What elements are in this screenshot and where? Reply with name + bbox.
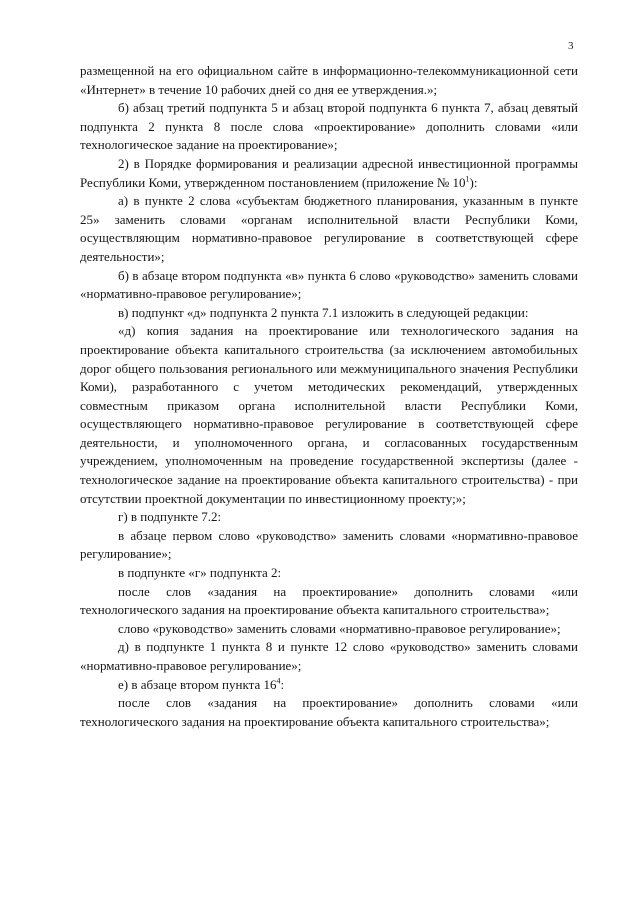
paragraph-text: слово «руководство» заменить словами «нормативно-правовое регулирование»; — [118, 620, 561, 636]
paragraph-text: а) в пункте 2 слова «субъектам бюджетного планирования, указанным в пункте 25» заменить словами «органам исполнительной власти Республики Коми, осуществляющим нормативно-правовое регулирование в соответствующей сфере деятельности»; — [80, 193, 578, 264]
paragraph-tail: ): — [469, 174, 478, 190]
paragraph — [80, 99, 578, 155]
paragraph-text: «д) копия задания на проектирование или технологического задания на проектирование объекта капитального строительства (за исключением автомобильных дорог общего пользования регионального или межмуниципального значения Республики Коми), разработанного с учетом методических рекомендаций, утвержденных совместным приказом органа исполнительной власти Республики Коми, осуществляющего нормативно-правовое регулирование в соответствующей сфере деятельности, и уполномоченного органа, и согласованных государственным учреждением, уполномоченным на проведение государственной экспертизы (далее - технологическое задание на проектирование объекта капитального строительства) - при отсутствии проектной документации по инвестиционному проекту;»; — [80, 323, 578, 506]
paragraph — [80, 676, 578, 695]
paragraph — [80, 155, 578, 192]
paragraph-text: в подпункте «г» подпункта 2: — [118, 565, 282, 581]
paragraph-text: после слов «задания на проектирование» дополнить словами «или технологического задания на проектирование объекта капитального строительства»; — [80, 695, 578, 729]
paragraph-tail: : — [280, 676, 285, 692]
paragraph — [80, 620, 578, 639]
paragraph-text: в абзаце первом слово «руководство» заменить словами «нормативно-правовое регулирование»; — [80, 527, 578, 562]
paragraph — [80, 322, 578, 508]
paragraph — [80, 508, 578, 527]
paragraph-text: е) в абзаце втором пункта 16 — [118, 676, 277, 692]
superscript: 4 — [276, 676, 281, 686]
paragraph-text: г) в подпункте 7.2: — [118, 509, 222, 525]
paragraph — [80, 583, 578, 620]
paragraph-text: размещенной на его официальном сайте в информационно-телекоммуникационной сети «Интернет» в течение 10 рабочих дней со дня ее утверждения.»; — [80, 63, 578, 97]
paragraph-text: в) подпункт «д» подпункта 2 пункта 7.1 изложить в следующей редакции: — [118, 304, 529, 320]
paragraph-text: б) абзац третий подпункта 5 и абзац второй подпункта 6 пункта 7, абзац девятый подпункта 2 пункта 8 после слова «проектирование» дополнить словами «или технологическое задание на проектирование»; — [80, 100, 578, 153]
superscript: 1 — [465, 174, 470, 184]
paragraph — [80, 527, 578, 564]
paragraph-text: б) в абзаце втором подпункта «в» пункта 6 слово «руководство» заменить словами «нормативно-правовое регулирование»; — [80, 267, 578, 302]
paragraph — [80, 62, 578, 99]
paragraph — [80, 638, 578, 675]
paragraph — [80, 564, 578, 583]
paragraph-text: д) в подпункте 1 пункта 8 и пункте 12 слово «руководство» заменить словами «нормативно-правовое регулирование»; — [80, 639, 578, 673]
paragraph-text: 2) в Порядке формирования и реализации адресной инвестиционной программы Республики Коми, утвержденном постановлением (приложение № 10 — [80, 155, 578, 190]
document-body — [80, 62, 578, 731]
paragraph — [80, 192, 578, 266]
page-number: 3 — [568, 40, 574, 52]
paragraph-text: после слов «задания на проектирование» дополнить словами «или технологического задания на проектирование объекта капитального строительства»; — [80, 583, 578, 618]
paragraph — [80, 267, 578, 304]
paragraph — [80, 694, 578, 731]
paragraph — [80, 304, 578, 323]
